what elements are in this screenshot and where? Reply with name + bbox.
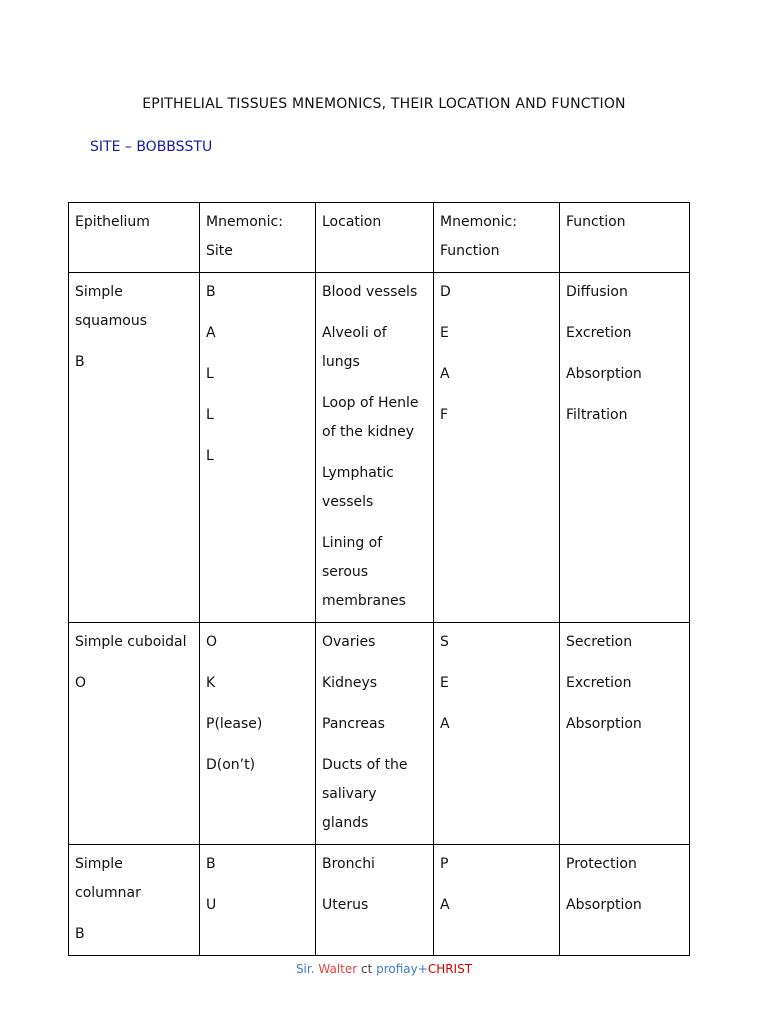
cell-function-item: Absorption — [566, 366, 642, 382]
table-row — [69, 623, 690, 845]
cell-location-item — [322, 628, 427, 657]
cell-epithelium — [69, 623, 200, 845]
cell-mnemonic-function-item: F — [440, 407, 449, 423]
cell-location-line: of the kidney — [322, 424, 415, 440]
cell-mnemonic-site-item: D(on’t) — [206, 757, 256, 773]
cell-mnemonic-site-item: P(lease) — [206, 716, 263, 732]
cell-location-line: Loop of Henle — [322, 395, 419, 411]
cell-location-line: lungs — [322, 354, 360, 370]
header-epithelium: Epithelium — [69, 203, 200, 273]
footer-credit — [0, 962, 768, 976]
cell-location-line: Kidneys — [322, 675, 378, 691]
cell-mnemonic-function-item: A — [440, 897, 450, 913]
cell-mnemonic-site-item: O — [206, 634, 218, 650]
cell-location-item — [322, 850, 427, 879]
cell-epithelium — [69, 845, 200, 956]
cell-mnemonic-function-item: P — [440, 856, 449, 872]
cell-function — [560, 845, 690, 956]
cell-mnemonic-site-item: L — [206, 366, 214, 382]
cell-epithelium-item: O — [75, 675, 87, 691]
cell-function — [560, 273, 690, 623]
header-mnemonic-site: Mnemonic: Site — [200, 203, 316, 273]
cell-mnemonic-site-item: K — [206, 675, 216, 691]
cell-mnemonic-function-item: S — [440, 634, 449, 650]
cell-function-item: Secretion — [566, 634, 633, 650]
cell-location-item — [322, 529, 427, 616]
cell-mnemonic-site-item: A — [206, 325, 216, 341]
cell-location — [316, 623, 434, 845]
cell-mnemonic-function — [434, 845, 560, 956]
cell-mnemonic-function-item: E — [440, 675, 449, 691]
cell-function-item: Protection — [566, 856, 637, 872]
footer-part: Walter — [314, 962, 358, 976]
cell-location-item — [322, 278, 427, 307]
cell-epithelium-item: Simple columnar — [75, 856, 141, 901]
cell-function-item: Diffusion — [566, 284, 628, 300]
footer-part: profiay+ — [372, 962, 428, 976]
cell-epithelium-item: Simple — [75, 284, 123, 300]
cell-location — [316, 273, 434, 623]
cell-location-item — [322, 710, 427, 739]
cell-location-item — [322, 891, 427, 920]
cell-epithelium-item: Simple cuboidal — [75, 634, 187, 650]
site-mnemonic-heading: SITE – BOBBSSTU — [90, 139, 213, 155]
cell-location-line: salivary glands — [322, 786, 377, 831]
cell-location-line: Pancreas — [322, 716, 385, 732]
cell-mnemonic-site-item: U — [206, 897, 217, 913]
cell-location-line: Ovaries — [322, 634, 376, 650]
epithelium-table — [68, 202, 690, 956]
cell-epithelium-item: B — [75, 926, 85, 942]
cell-epithelium-item: B — [75, 354, 85, 370]
cell-mnemonic-function-item: D — [440, 284, 451, 300]
cell-location-line: Bronchi — [322, 856, 375, 872]
cell-location-line: Alveoli of — [322, 325, 387, 341]
cell-location-line: serous — [322, 564, 369, 580]
cell-mnemonic-function — [434, 623, 560, 845]
cell-mnemonic-site-item: B — [206, 284, 216, 300]
cell-function-item: Absorption — [566, 897, 642, 913]
cell-location-line: Blood vessels — [322, 284, 418, 300]
cell-location-line: Ducts of the — [322, 757, 408, 773]
cell-function-item: Absorption — [566, 716, 642, 732]
cell-mnemonic-function-item: A — [440, 366, 450, 382]
cell-location-item — [322, 389, 427, 447]
cell-mnemonic-site — [200, 845, 316, 956]
cell-location-line: membranes — [322, 593, 406, 609]
footer-part: Sir. — [295, 962, 315, 976]
cell-location-item — [322, 459, 427, 517]
cell-mnemonic-function-item: E — [440, 325, 449, 341]
header-location: Location — [316, 203, 434, 273]
footer-part: ct — [357, 962, 373, 976]
cell-location — [316, 845, 434, 956]
cell-location-item — [322, 751, 427, 838]
cell-mnemonic-site-item: B — [206, 856, 216, 872]
cell-location-item — [322, 669, 427, 698]
cell-function-item: Excretion — [566, 675, 632, 691]
table-row — [69, 845, 690, 956]
cell-mnemonic-site-item: L — [206, 407, 214, 423]
cell-location-line: Uterus — [322, 897, 369, 913]
header-mnemonic-function: Mnemonic: Function — [434, 203, 560, 273]
cell-mnemonic-function-item: A — [440, 716, 450, 732]
cell-epithelium-item: squamous — [75, 313, 148, 329]
cell-mnemonic-site-item: L — [206, 448, 214, 464]
cell-epithelium — [69, 273, 200, 623]
cell-location-line: Lymphatic — [322, 465, 394, 481]
cell-mnemonic-function — [434, 273, 560, 623]
cell-location-line: Lining of — [322, 535, 383, 551]
cell-location-line: vessels — [322, 494, 374, 510]
table-row — [69, 273, 690, 623]
cell-function — [560, 623, 690, 845]
footer-part: CHRIST — [427, 962, 473, 976]
cell-location-item — [322, 319, 427, 377]
page-title: EPITHELIAL TISSUES MNEMONICS, THEIR LOCATION AND FUNCTION — [142, 96, 626, 112]
cell-mnemonic-site — [200, 273, 316, 623]
cell-mnemonic-site — [200, 623, 316, 845]
cell-function-item: Filtration — [566, 407, 628, 423]
header-function: Function — [560, 203, 690, 273]
cell-function-item: Excretion — [566, 325, 632, 341]
table-header-row — [69, 203, 690, 273]
